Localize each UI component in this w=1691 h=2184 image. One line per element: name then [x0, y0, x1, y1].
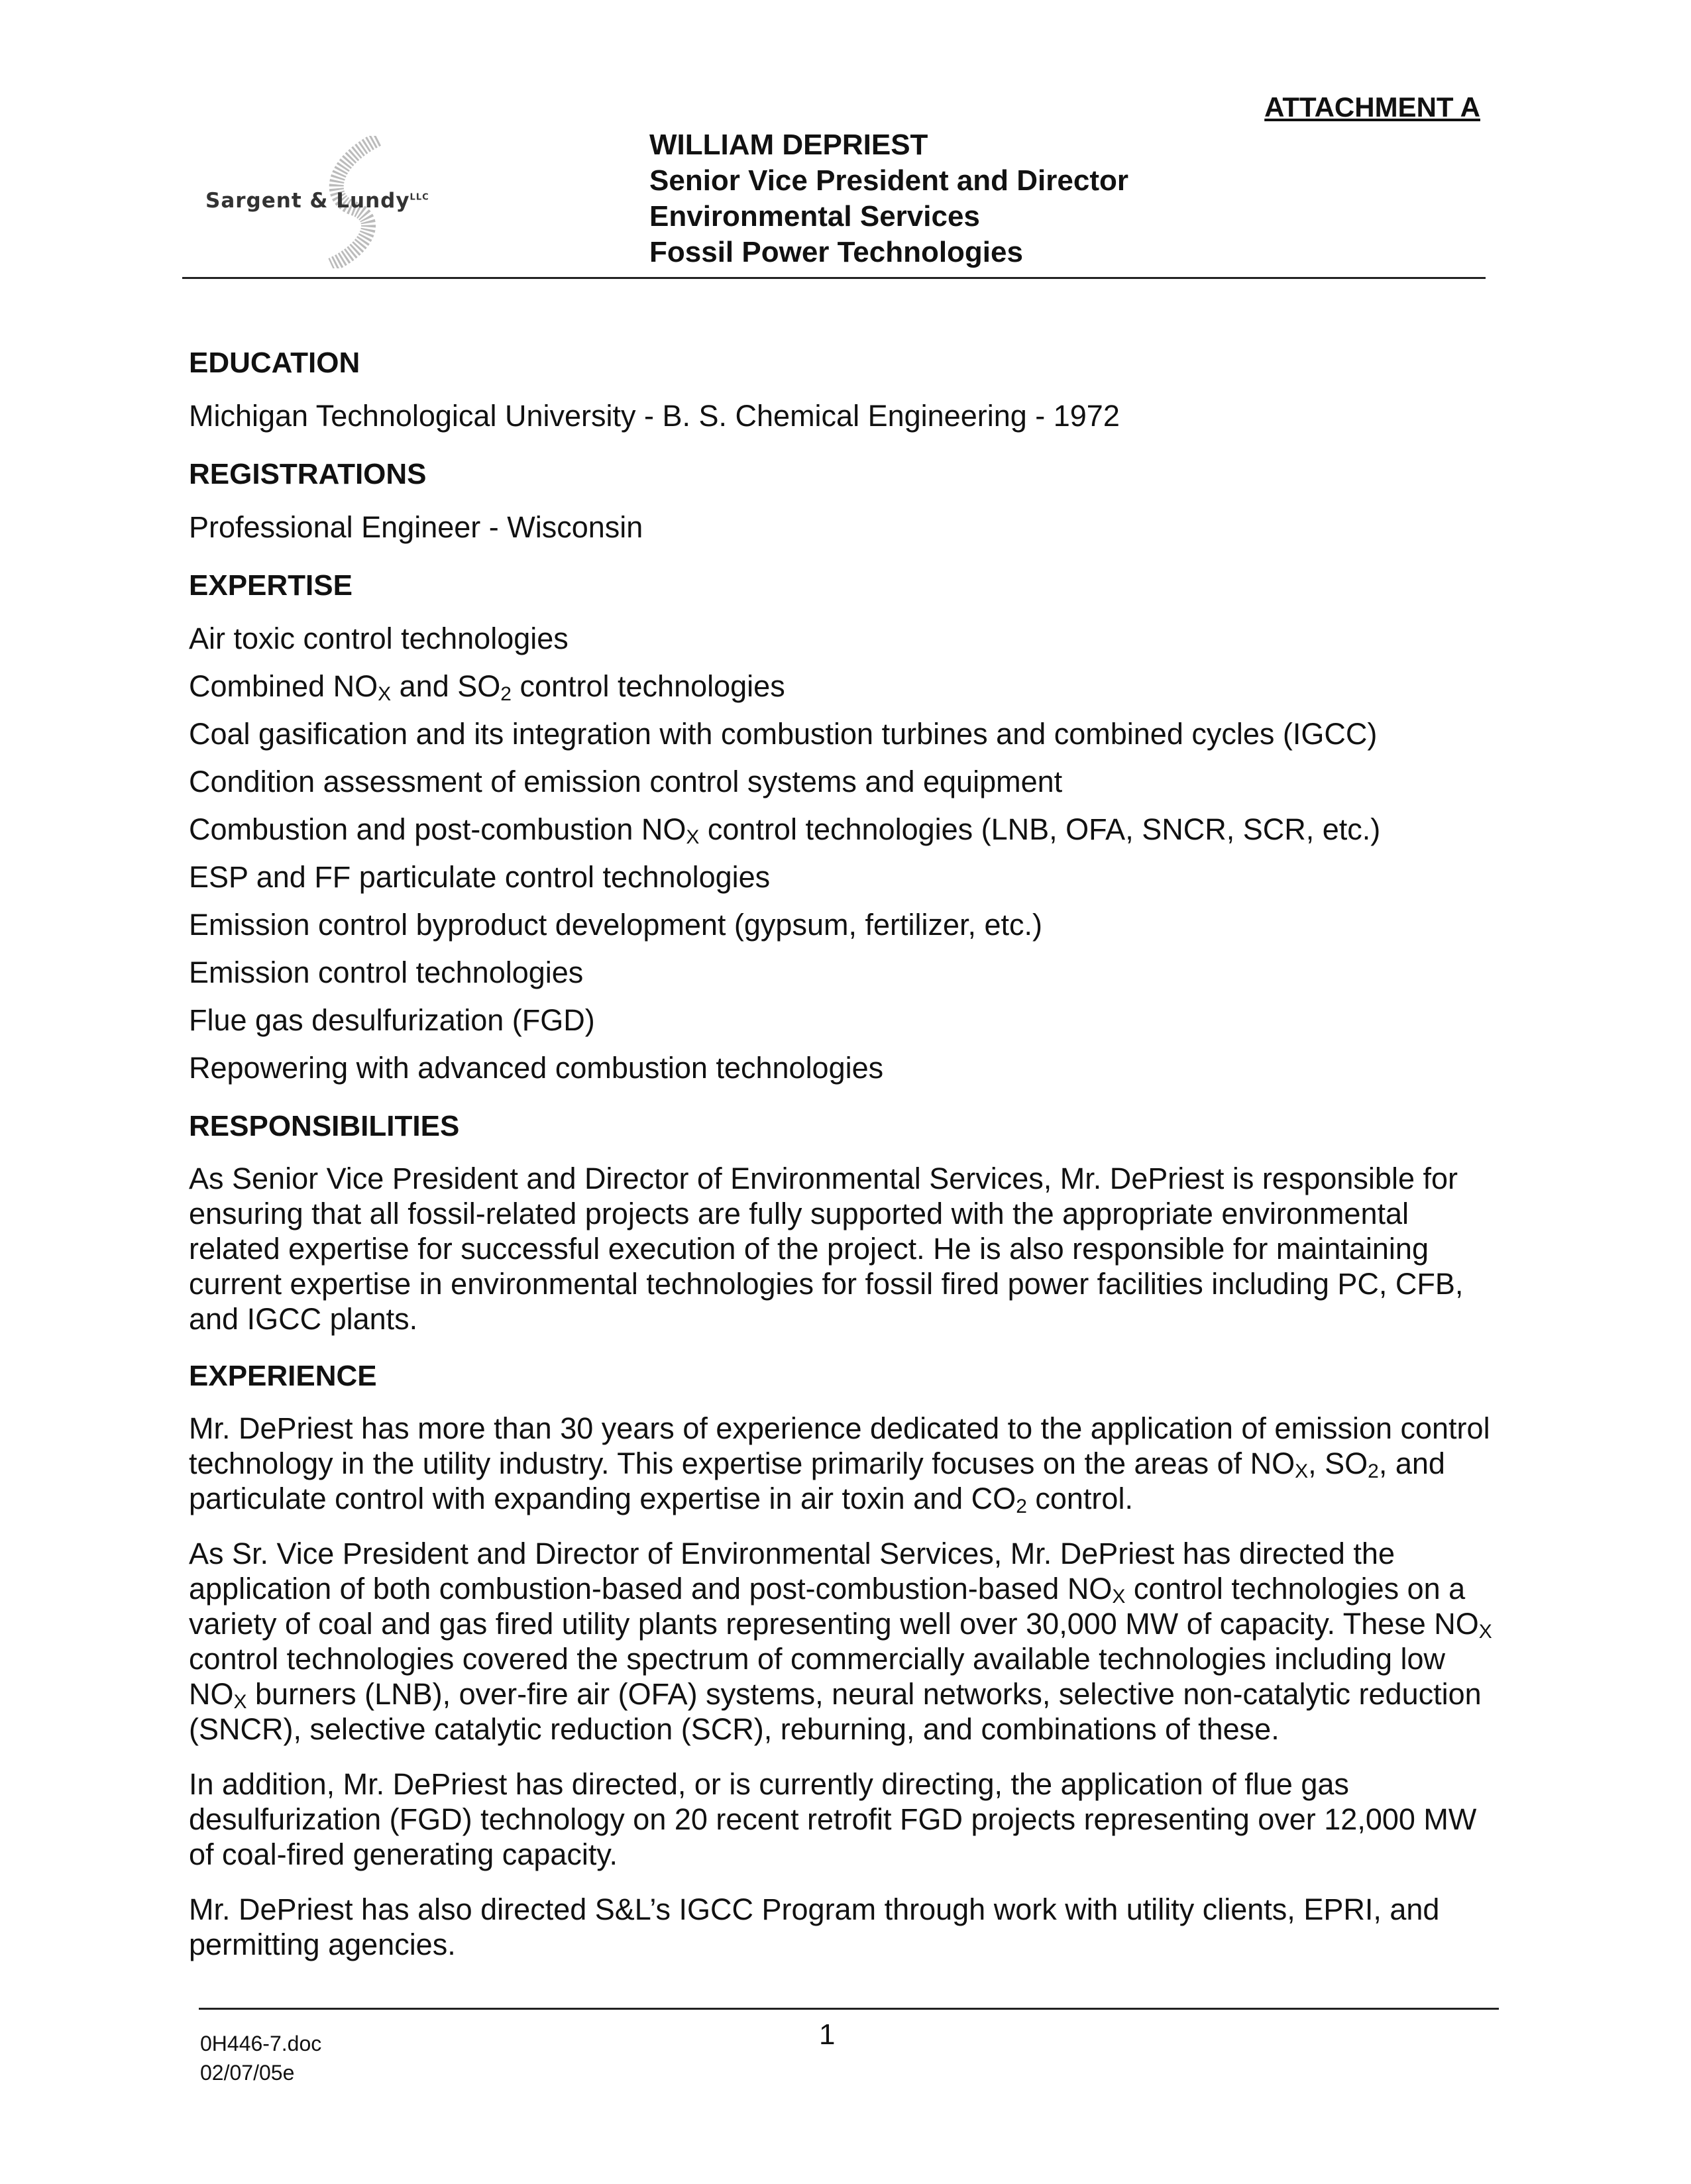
- subscript: X: [1112, 1586, 1126, 1608]
- section-title-registrations: REGISTRATIONS: [189, 458, 427, 490]
- experience-paragraph: Mr. DePriest has also directed S&L’s IGCC Program through work with utility clients, EPRI, and permitting agencies.: [189, 1892, 1440, 1961]
- expertise-item: Condition assessment of emission control systems and equipment: [189, 765, 1063, 798]
- education-line: Michigan Technological University - B. S. Chemical Engineering - 1972: [189, 399, 1120, 433]
- paragraph-text: , SO: [1308, 1447, 1368, 1480]
- paragraph-text: As Sr. Vice President and Director of Environmental Services, Mr. DePriest has directed the application of both combustion-based and post-combustion-based NO: [189, 1537, 1395, 1606]
- company-logo: [205, 136, 484, 268]
- expertise-item: Flue gas desulfurization (FGD): [189, 1003, 595, 1037]
- person-name: WILLIAM DEPRIEST: [649, 129, 928, 161]
- responsibilities-paragraph: As Senior Vice President and Director of Environmental Services, Mr. DePriest is responsible for ensuring that all fossil-related projects are fully supported with the appropriate environmental related expertise for successful execution of the project. He is also responsible for maintaining current expertise in environmental technologies for fossil fired power facilities including PC, CFB, and IGCC plants.: [189, 1162, 1464, 1336]
- expertise-text: Combustion and post-combustion NO: [189, 812, 686, 846]
- expertise-item: Air toxic control technologies: [189, 622, 569, 655]
- expertise-text: control technologies (LNB, OFA, SNCR, SCR, etc.): [699, 812, 1381, 846]
- expertise-text: control technologies: [511, 669, 785, 703]
- expertise-item: [189, 668, 1507, 705]
- section-title-education: EDUCATION: [189, 347, 360, 379]
- experience-paragraph: [189, 1411, 1507, 1516]
- subscript: X: [1478, 1621, 1492, 1643]
- logo-text: [205, 189, 429, 213]
- expertise-section: [189, 567, 1507, 1087]
- subscript: X: [233, 1691, 247, 1713]
- paragraph-text: control technologies covered the spectrum of commercially available technologies including low NO: [189, 1642, 1445, 1711]
- experience-paragraph: [189, 1536, 1507, 1747]
- paragraph-text: , and particulate control with expanding expertise in air toxin and CO: [189, 1447, 1445, 1515]
- logo-suffix: LLC: [409, 192, 429, 203]
- paragraph-text: control.: [1026, 1482, 1133, 1515]
- expertise-item: Emission control technologies: [189, 956, 584, 989]
- education-section: [189, 345, 1507, 435]
- expertise-item: Emission control byproduct development (gypsum, fertilizer, etc.): [189, 908, 1043, 942]
- footer-doc-info: [200, 2029, 321, 2087]
- division: Fossil Power Technologies: [649, 236, 1023, 268]
- registrations-section: [189, 456, 1507, 546]
- section-title-expertise: EXPERTISE: [189, 569, 353, 602]
- logo-brand: Sargent & Lundy: [205, 189, 410, 213]
- expertise-text: Combined NO: [189, 669, 378, 703]
- doc-date: 02/07/05e: [200, 2061, 295, 2085]
- paragraph-text: Mr. DePriest has more than 30 years of experience dedicated to the application of emission control technology in the utility industry. This expertise primarily focuses on the areas of NO: [189, 1411, 1490, 1480]
- page-number: 1: [819, 2018, 836, 2051]
- paragraph-text: burners (LNB), over-fire air (OFA) systems, neural networks, selective non-catalytic reduction (SNCR), selective catalytic reduction (SCR), reburning, and combinations of these.: [189, 1677, 1482, 1746]
- responsibilities-section: [189, 1108, 1507, 1337]
- expertise-item: Repowering with advanced combustion technologies: [189, 1051, 884, 1085]
- expertise-item: ESP and FF particulate control technologies: [189, 860, 771, 894]
- section-title-experience: EXPERIENCE: [189, 1360, 377, 1392]
- experience-paragraph: In addition, Mr. DePriest has directed, or is currently directing, the application of flue gas desulfurization (FGD) technology on 20 recent retrofit FGD projects representing over 12,000 MW of coal-fired generating capacity.: [189, 1767, 1477, 1871]
- expertise-item: Coal gasification and its integration with combustion turbines and combined cycles (IGCC): [189, 717, 1378, 751]
- header-block: [649, 127, 1128, 270]
- experience-section: [189, 1358, 1507, 1962]
- subscript: 2: [1016, 1496, 1027, 1517]
- attachment-label: ATTACHMENT A: [1264, 91, 1480, 123]
- job-title: Senior Vice President and Director: [649, 164, 1128, 197]
- expertise-text: and SO: [391, 669, 501, 703]
- subscript: 2: [1368, 1460, 1379, 1482]
- subscript: 2: [500, 683, 512, 705]
- paragraph-text: control technologies on a variety of coal and gas fired utility plants representing well over 30,000 MW of capacity. These NO: [189, 1572, 1479, 1641]
- section-title-responsibilities: RESPONSIBILITIES: [189, 1110, 460, 1142]
- footer-divider: [199, 2008, 1499, 2010]
- subscript: X: [686, 826, 700, 848]
- header-divider: [182, 277, 1486, 279]
- resume-body: [189, 345, 1507, 1983]
- subscript: X: [1295, 1460, 1309, 1482]
- subscript: X: [378, 683, 392, 705]
- department: Environmental Services: [649, 200, 980, 233]
- doc-id: 0H446-7.doc: [200, 2032, 322, 2055]
- registration-line: Professional Engineer - Wisconsin: [189, 510, 643, 544]
- expertise-item: [189, 811, 1507, 848]
